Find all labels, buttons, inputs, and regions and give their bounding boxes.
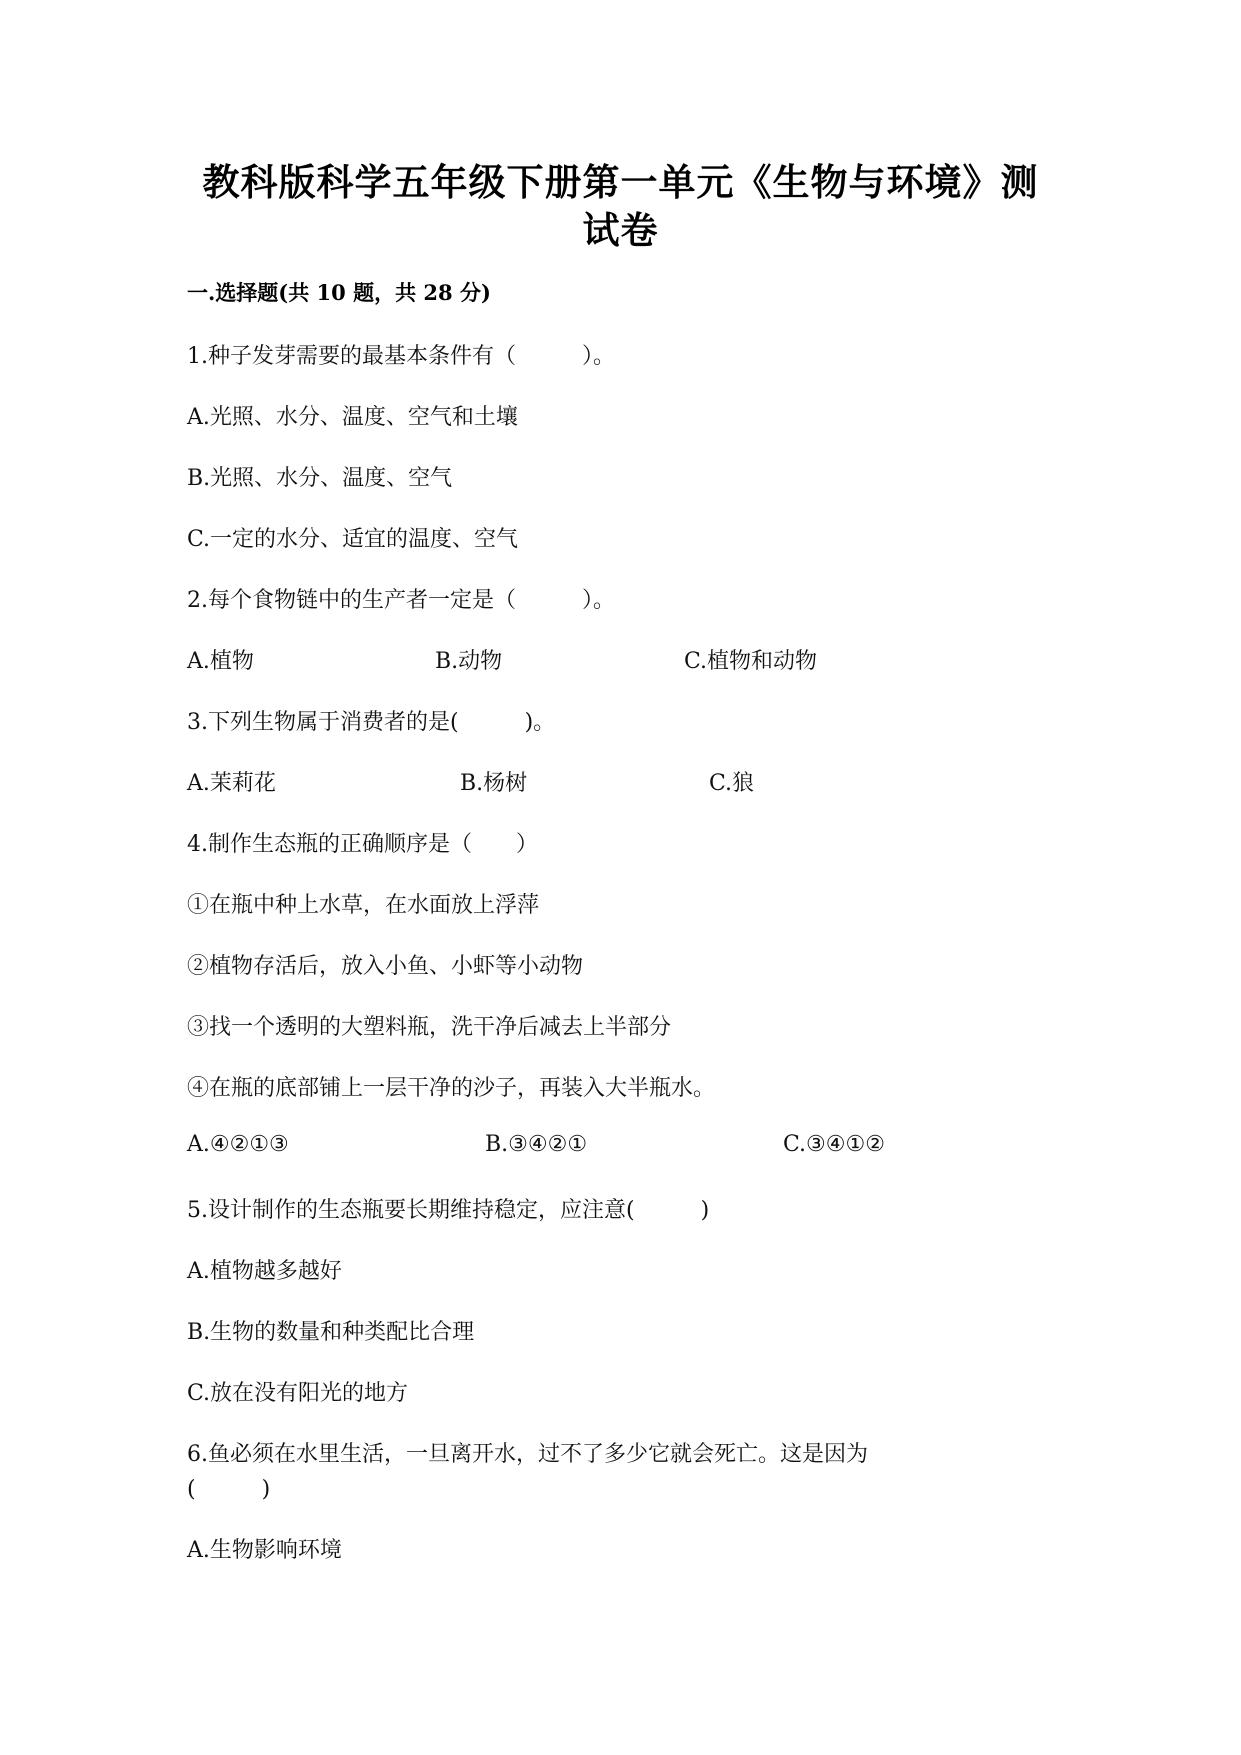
- question-4-option-c: C.③④①②: [783, 1132, 885, 1157]
- question-1-option-a: A.光照、水分、温度、空气和土壤: [187, 405, 518, 430]
- question-4-step-2: ②植物存活后，放入小鱼、小虾等小动物: [187, 954, 584, 979]
- question-2-option-a: A.植物: [187, 649, 254, 674]
- question-3-option-a: A.茉莉花: [187, 771, 276, 796]
- question-4-step-1: ①在瓶中种上水草，在水面放上浮萍: [187, 893, 540, 918]
- exam-title-line-2: 试卷: [582, 208, 659, 252]
- question-5-option-a: A.植物越多越好: [187, 1259, 342, 1284]
- question-5-option-b: B.生物的数量和种类配比合理: [187, 1320, 475, 1345]
- question-3-stem: 3.下列生物属于消费者的是( )。: [187, 710, 556, 735]
- exam-title-line-1: 教科版科学五年级下册第一单元《生物与环境》测: [202, 160, 1039, 204]
- question-3-option-c: C.狼: [709, 771, 755, 796]
- question-2-option-b: B.动物: [435, 649, 503, 674]
- question-1-option-c: C.一定的水分、适宜的温度、空气: [187, 527, 519, 552]
- question-2-stem: 2.每个食物链中的生产者一定是（ ）。: [187, 588, 615, 613]
- question-6-stem-line-1: 6.鱼必须在水里生活，一旦离开水，过不了多少它就会死亡。这是因为: [187, 1442, 868, 1467]
- question-6-option-a: A.生物影响环境: [187, 1538, 342, 1563]
- question-3-option-b: B.杨树: [460, 771, 528, 796]
- question-2-option-c: C.植物和动物: [684, 649, 818, 674]
- question-4-option-b: B.③④②①: [485, 1132, 588, 1157]
- question-4-step-3: ③找一个透明的大塑料瓶，洗干净后减去上半部分: [187, 1015, 672, 1040]
- question-4-step-4: ④在瓶的底部铺上一层干净的沙子，再装入大半瓶水。: [187, 1076, 716, 1101]
- question-6-stem-line-2: ( ): [187, 1477, 271, 1502]
- question-1-option-b: B.光照、水分、温度、空气: [187, 466, 453, 491]
- question-4-option-a: A.④②①③: [187, 1132, 289, 1157]
- question-5-option-c: C.放在没有阳光的地方: [187, 1381, 409, 1406]
- question-4-stem: 4.制作生态瓶的正确顺序是（ ）: [187, 832, 538, 857]
- section-heading-multiple-choice: 一.选择题(共 10 题，共 28 分): [187, 280, 491, 305]
- question-1-stem: 1.种子发芽需要的最基本条件有（ ）。: [187, 344, 615, 369]
- question-5-stem: 5.设计制作的生态瓶要长期维持稳定，应注意( ): [187, 1198, 710, 1223]
